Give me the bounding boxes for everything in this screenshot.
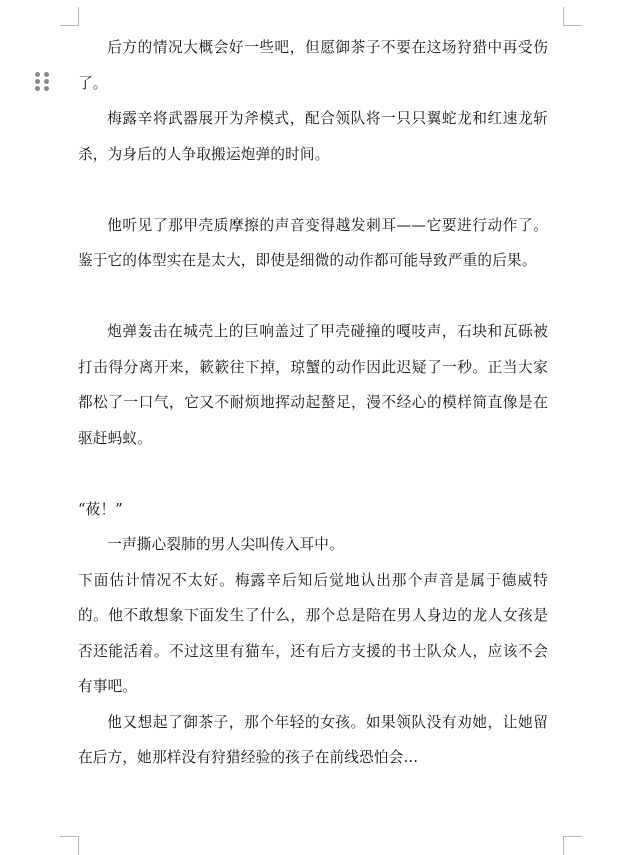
blank-line bbox=[78, 279, 548, 315]
margin-corner-top-right bbox=[563, 7, 582, 26]
margin-corner-top-left bbox=[60, 7, 79, 26]
document-body[interactable] bbox=[78, 30, 548, 776]
paragraph: “莜！” bbox=[78, 500, 123, 518]
paragraph: 他听见了那甲壳质摩擦的声音变得越发刺耳——它要进行动作了。鉴于它的体型实在是太大，即使是细微的动作都可能导致严重的后果。 bbox=[78, 216, 548, 269]
paragraph: 下面估计情况不太好。梅露辛后知后觉地认出那个声音是属于德威特的。他不敢想象下面发生了什么，那个总是陪在男人身边的龙人女孩是否还能活着。不过这里有猫车，还有后方支援的书士队众人，应该不会有事吧。 bbox=[78, 571, 548, 695]
paragraph: 后方的情况大概会好一些吧，但愿御茶子不要在这场狩猎中再受伤了。 bbox=[78, 39, 548, 92]
paragraph: 梅露辛将武器展开为斧模式，配合领队将一只只翼蛇龙和红速龙斩杀，为身后的人争取搬运炮弹的时间。 bbox=[78, 110, 548, 163]
paragraph: 他又想起了御茶子，那个年轻的女孩。如果领队没有劝她，让她留在后方，她那样没有狩猎经验的孩子在前线恐怕会… bbox=[78, 713, 548, 766]
margin-corner-bottom-right bbox=[563, 836, 582, 855]
drag-handle-icon[interactable] bbox=[35, 72, 49, 92]
margin-corner-bottom-left bbox=[60, 836, 79, 855]
paragraph: 炮弹轰击在城壳上的巨响盖过了甲壳碰撞的嘎吱声，石块和瓦砾被打击得分离开来，簌簌往下掉，琼蟹的动作因此迟疑了一秒。正当大家都松了一口气，它又不耐烦地挥动起螯足，漫不经心的模样简直像是在驱赶蚂蚁。 bbox=[78, 323, 548, 447]
blank-line bbox=[78, 172, 548, 208]
paragraph: 一声撕心裂肺的男人尖叫传入耳中。 bbox=[107, 536, 344, 553]
blank-line bbox=[78, 456, 548, 492]
